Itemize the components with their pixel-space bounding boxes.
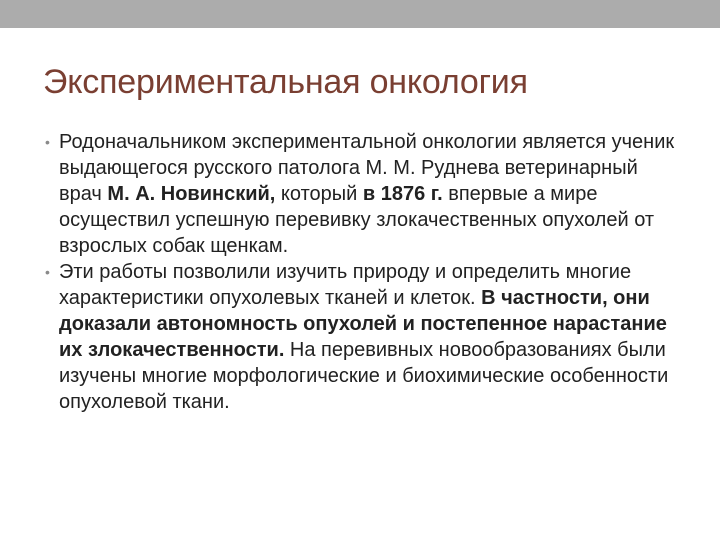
bullet-icon: • bbox=[45, 134, 50, 150]
bullet-1-bold-name: М. А. Новинский, bbox=[107, 183, 276, 205]
slide-content bbox=[45, 129, 685, 415]
bullet-text-1 bbox=[59, 129, 685, 259]
bullet-2-bold-statement: В частности, они доказали автономность опухолей и постепенное нарастание их злокачественности. bbox=[59, 287, 667, 361]
bullet-item-1 bbox=[45, 129, 685, 259]
bullet-text-2 bbox=[59, 259, 685, 415]
bullet-2-text-part-2: На перевивных новообразованиях были изучены многие морфологические и биохимические особенности опухолевой ткани. bbox=[59, 339, 669, 413]
bullet-icon: • bbox=[45, 264, 50, 280]
bullet-1-text-part-3: впервые а мире осуществил успешную перевивку злокачественных опухолей от взрослых собак щенкам. bbox=[59, 183, 655, 257]
bullet-item-2 bbox=[45, 259, 685, 415]
bullet-1-text-part-1: Родоначальником экспериментальной онкологии является ученик выдающегося русского патолога М. М. Руднева ветеринарный врач bbox=[59, 131, 675, 205]
bullet-1-bold-year: в 1876 г. bbox=[362, 183, 443, 205]
top-decorative-bar bbox=[0, 0, 720, 28]
bullet-1-text-part-2: который bbox=[275, 183, 363, 205]
bullet-2-text-part-1: Эти работы позволили изучить природу и определить многие характеристики опухолевых тканей и клеток. bbox=[59, 261, 632, 309]
slide-title: Экспериментальная онкология bbox=[43, 63, 528, 101]
